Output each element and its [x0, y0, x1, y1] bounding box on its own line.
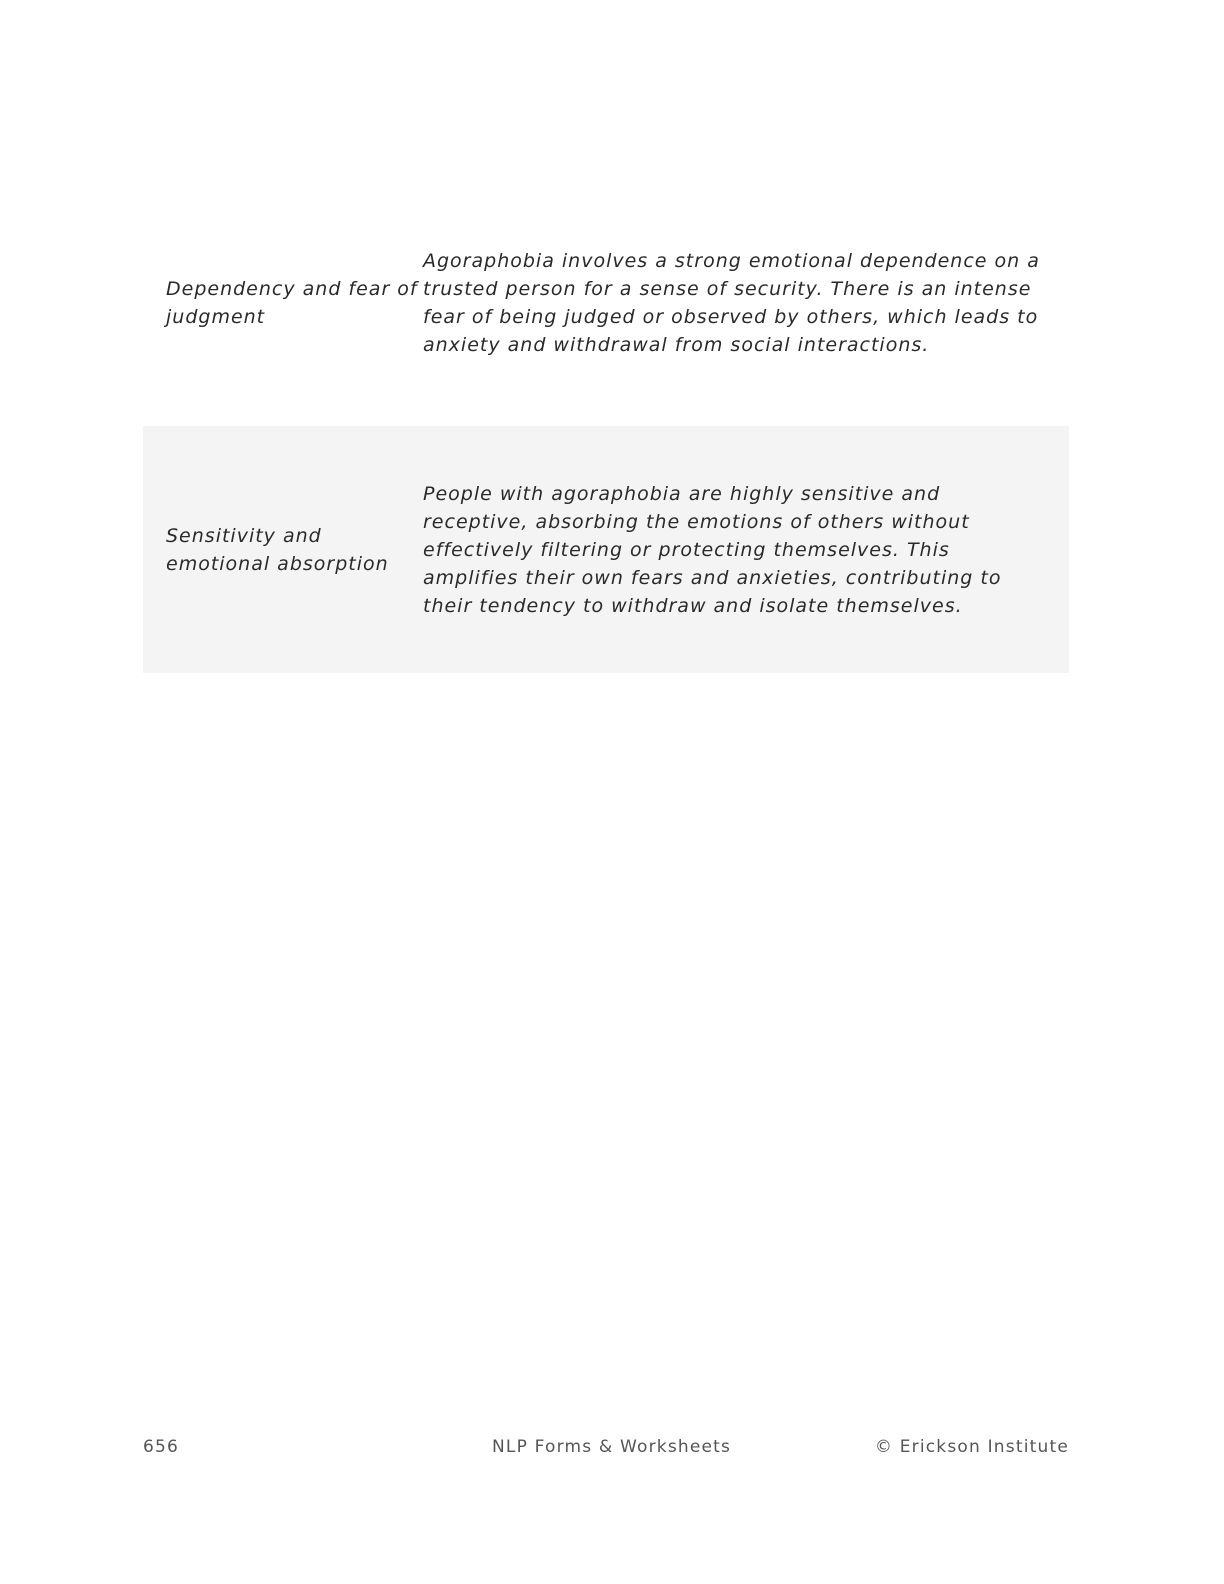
- table-row: [143, 426, 1069, 673]
- row-term: Sensitivity and emotional absorption: [166, 524, 389, 575]
- page-number: 656: [143, 1437, 180, 1457]
- row-term: Dependency and fear of judgment: [166, 278, 418, 328]
- row-description: People with agoraphobia are highly sensitive and receptive, absorbing the emotions of others without effectively filtering or protecting themselves. This amplifies their own fears and anxieties, contributing to their tendency to withdraw and isolate themselves.: [423, 482, 1002, 617]
- footer-title: NLP Forms & Worksheets: [492, 1437, 732, 1457]
- row-description: Agoraphobia involves a strong emotional dependence on a trusted person for a sense of security. There is an intense fear of being judged or observed by others, which leads to anxiety and withdrawal from social interactions.: [423, 250, 1040, 356]
- table-row: [143, 238, 1069, 368]
- footer-copyright: © Erickson Institute: [874, 1437, 1069, 1457]
